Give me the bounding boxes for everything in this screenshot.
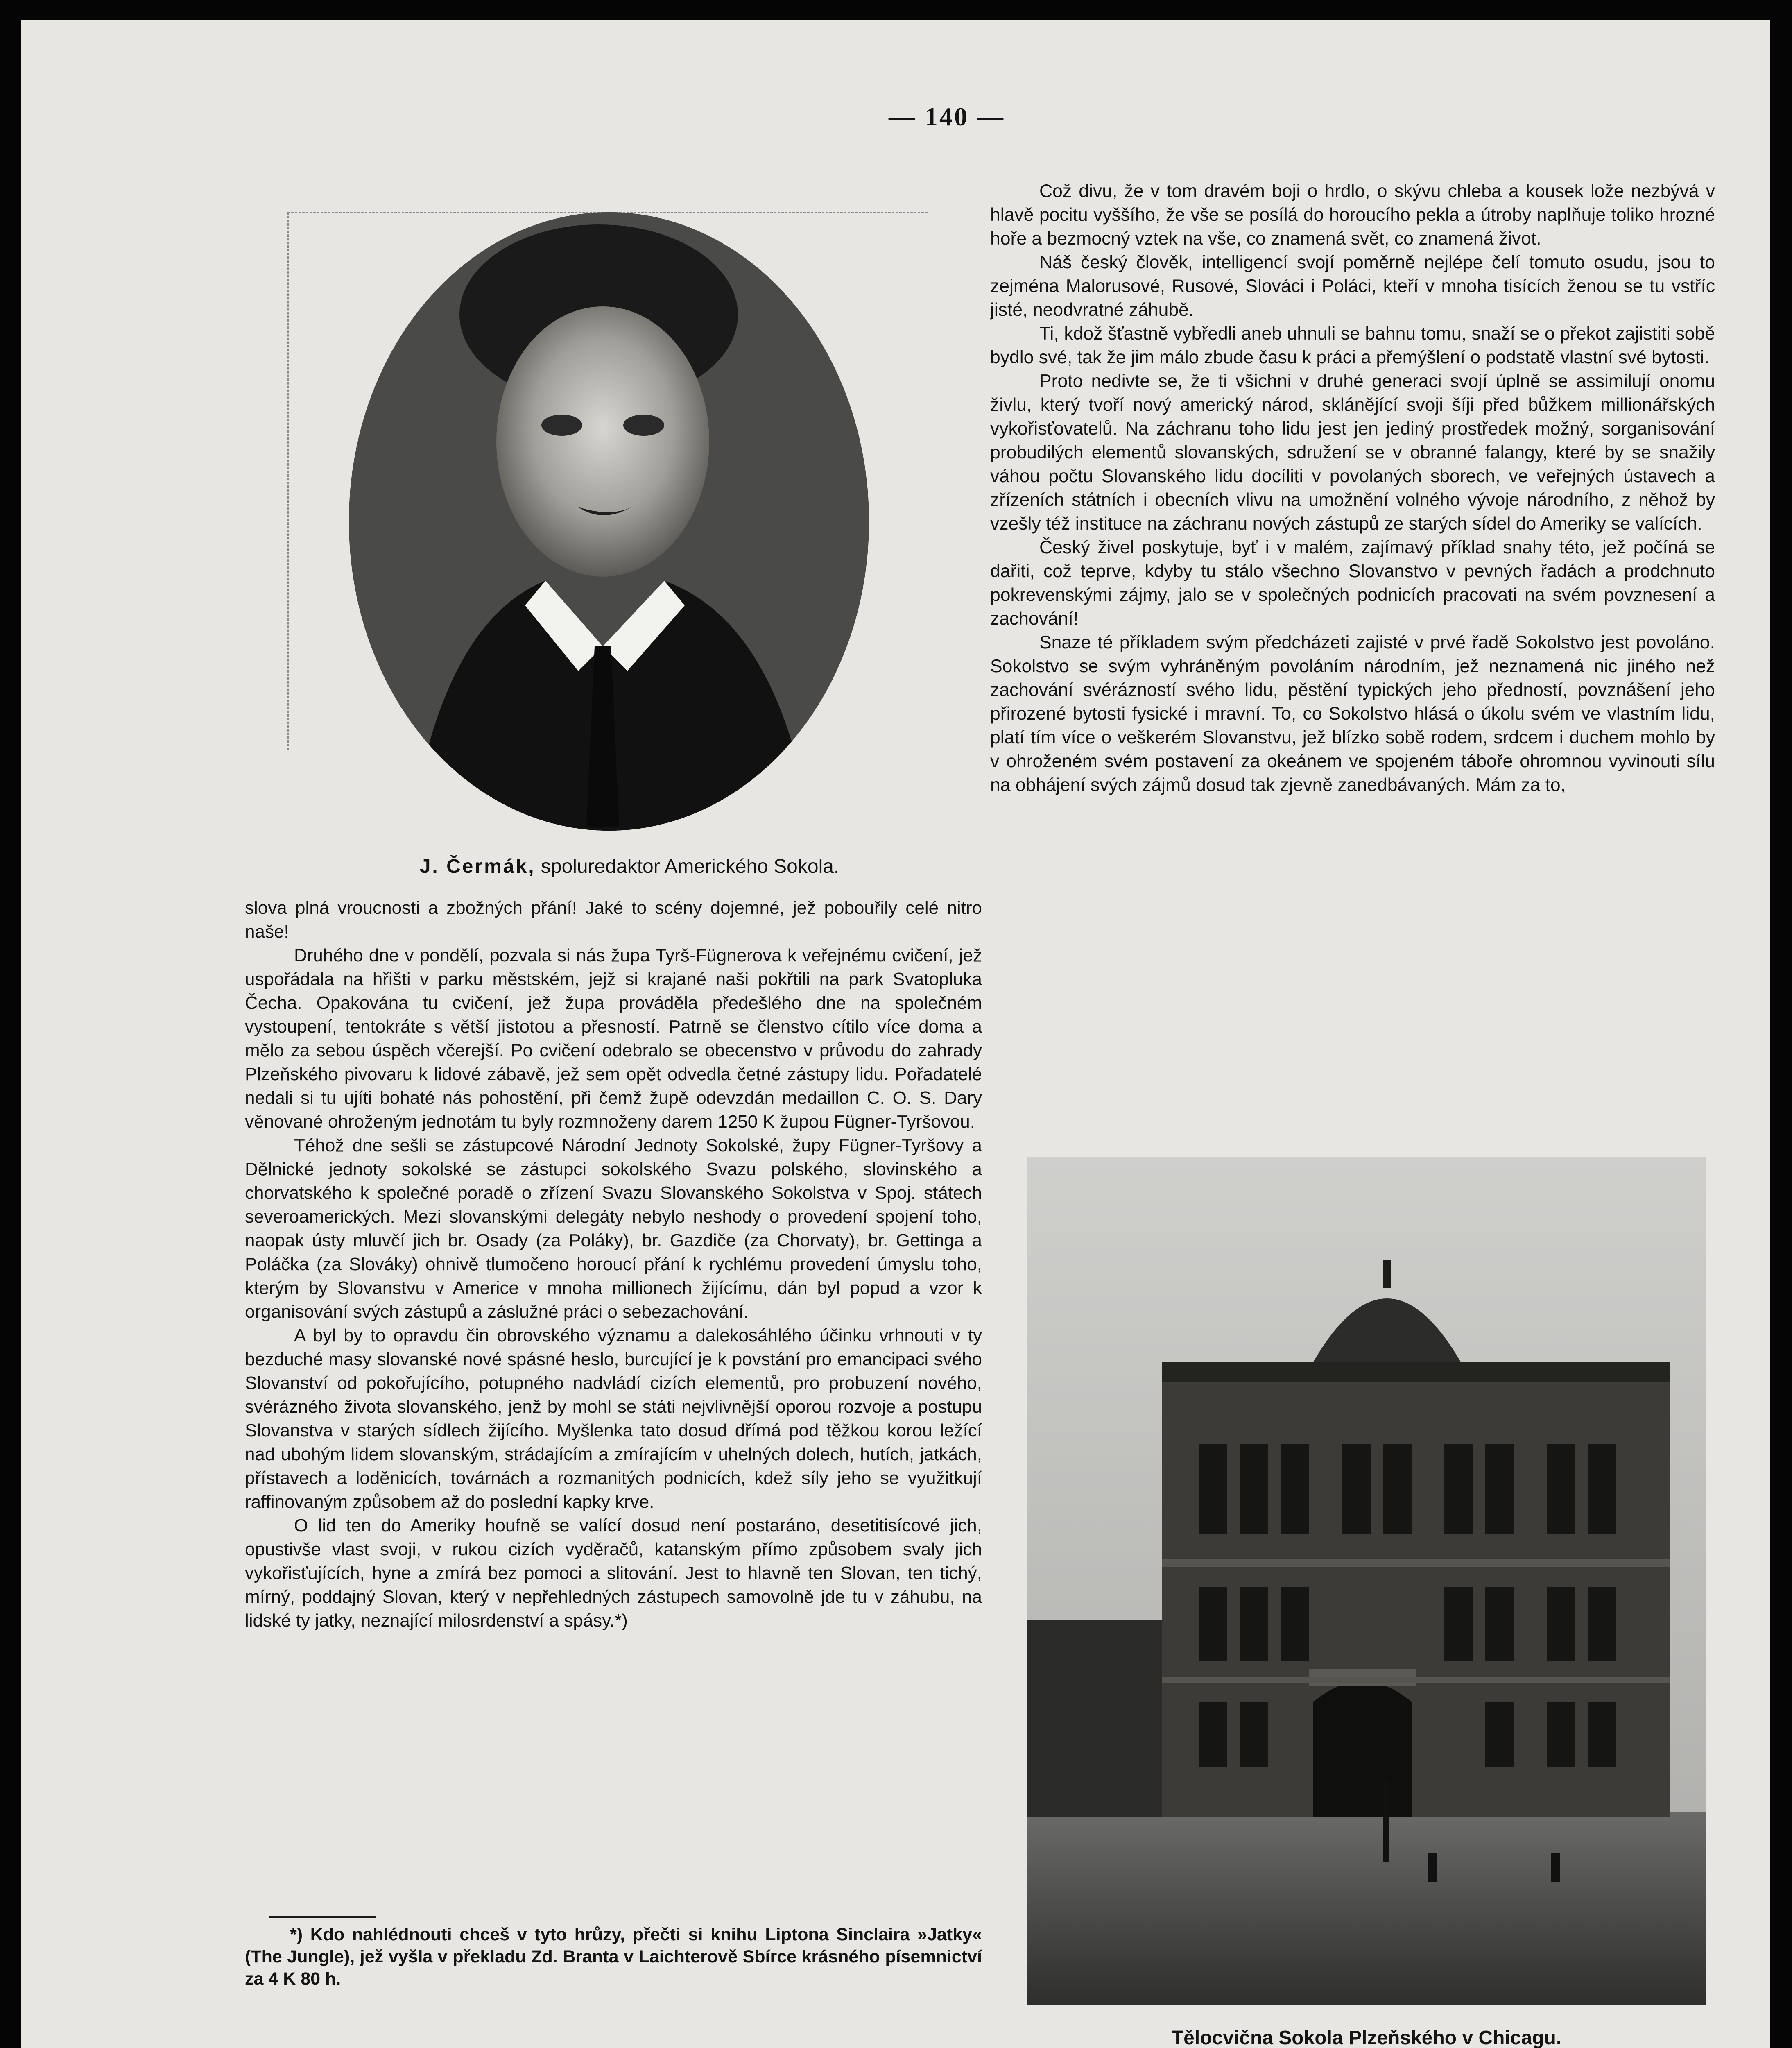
portrait-illustration — [349, 212, 869, 831]
left-column — [245, 896, 982, 1633]
right-column — [990, 179, 1715, 797]
footnote — [245, 1916, 982, 1990]
right-paragraph: Český živel poskytuje, byť i v malém, zajímavý příklad snahy této, jež počíná se dařiti, což teprve, kdyby tu stálo všechno Slovanstvo v pevných řadách a prodchnuto pokrevenskými zájmy, jalo se v společných podnicích pracovati na svém povznesení a zachování! — [990, 537, 1715, 629]
left-paragraph: slova plná vroucnosti a zbožných přání! Jaké to scény dojemné, jež pobouřily celé nitro naše! — [245, 898, 982, 942]
right-paragraph: Ti, kdož šťastně vybředli aneb uhnuli se bahnu tomu, snaží se o překot zajistiti sobě bydlo své, tak že jim málo zbude času k práci a přemýšlení o podstatě vlastní své bytosti. — [990, 324, 1715, 367]
footnote-text: *) Kdo nahlédnouti chceš v tyto hrůzy, přečti si knihu Liptona Sinclaira »Jatky« (The Jungle), jež vyšla v překladu Zd. Branta v Laichterově Sbírce krásného písemnictví za 4 K 80 h. — [245, 1925, 982, 1989]
right-paragraph: Proto nedivte se, že ti všichni v druhé generaci svojí úplně se assimilují onomu živlu, který tvoří nový americký národ, sklánějící svoji šíji před bůžkem millionářských vykořisťovatelů. Na záchranu toho lidu jest jen jediný prostředek možný, sorganisování probudilých elementů slovanských, sdružení se v obranné falangy, které by se snažily váhou počtu Slovanského lidu docíliti v povolaných sborech, ve veřejných ústavech a zřízeních státních i obecních vlivu na umožnění volného vývoje národního, z něhož by vzešly též instituce na záchranu nových zástupů ze starých sídel do Ameriky se valících. — [990, 371, 1715, 534]
building-illustration — [1027, 1157, 1706, 2005]
page-number: — 140 — — [889, 102, 1005, 131]
portrait-caption-name: J. Čermák, — [419, 856, 536, 877]
right-paragraph: Což divu, že v tom dravém boji o hrdlo, o skývu chleba a kousek lože nezbývá v hlavě pocitu vyššího, že vše se posílá do horoucího pekla a útroby naplňuje toliko hrozné hoře a bezmocný vztek na vše, co znamená svět, co znamená život. — [990, 181, 1715, 249]
building-photo — [1027, 1157, 1706, 2005]
right-paragraph: Náš český člověk, intelligencí svojí poměrně nejlépe čelí tomuto osudu, jsou to zejména Malorusové, Rusové, Slováci i Poláci, kteří v mnoha tisících ženou se tu vstříc jisté, neodvratné záhubě. — [990, 252, 1715, 320]
portrait-caption — [333, 855, 926, 878]
right-paragraph: Snaze té příkladem svým předcházeti zajisté v prvé řadě Sokolstvo jest povoláno. Sokolstvo se svým vyhráněným povoláním národním, jež neznamená nic jiného než zachování svérázností svého lidu, pěstění typických jeho předností, povznášení jeho přirozené bytosti fysické i mravní. To, co Sokolstvo hlásá o úkolu svém ve vlastním lidu, platí tím více o veškerém Slovanstvu, jež blízko sobě rodem, srdcem i duchem mohlo by v ohroženém svém postavení za okeánem ve spojeném táboře ohromnou vyvinouti sílu na obhájení svých zájmů dosud tak zjevně zanedbávaných. Mám za to, — [990, 632, 1715, 795]
left-paragraph: O lid ten do Ameriky houfně se valící dosud není postaráno, desetitisícové jich, opustivše vlast svoji, v rukou cizích vyděračů, katanským přímo způsobem svaly jich vykořisťujících, hyne a zmírá bez pomoci a slitování. Jest to hlavně ten Slovan, ten tichý, mírný, poddajný Slovan, který v nepřehledných zástupech samovolně jde tu v záhubu, na lidské ty jatky, neznající milosrdenství a spásy.*) — [245, 1516, 982, 1631]
portrait-caption-role: spoluredaktor Amerického Sokola. — [541, 856, 839, 877]
portrait-photo — [349, 212, 869, 831]
building-caption: Tělocvična Sokola Plzeňského v Chicagu. — [1171, 2027, 1562, 2048]
page — [21, 20, 1770, 2048]
left-paragraph: Druhého dne v pondělí, pozvala si nás župa Tyrš-Fügnerova k veřejnému cvičení, jež uspořádala na hřišti v parku městském, jejž si krajané naši pokřtili na park Svatopluka Čecha. Opakována tu cvičení, jež župa prováděla předešlého dne na společném vystoupení, tentokráte s větší jistotou a přesností. Patrně se členstvo cítilo více doma a mělo za sebou úspěch včerejší. Po cvičení odebralo se obecenstvo v průvodu do zahrady Plzeňského pivovaru k lidové zábavě, jež sem opět odvedla četné zástupy lidu. Pořadatelé nedali si tu ujíti bohaté nás pohostění, při čemž župě odevzdán medaillon C. O. S. Dary věnované ohroženým jednotám tu byly rozmnoženy darem 1250 K župou Fügner-Tyršovou. — [245, 945, 982, 1132]
footnote-rule — [269, 1916, 376, 1918]
left-paragraph: A byl by to opravdu čin obrovského významu a dalekosáhlého účinku vrhnouti v ty bezduché masy slovanské nové spásné heslo, burcující je k povstání pro emancipaci svého Slovanství od pokořujícího, potupného nadvládí cizích elementů, pro probuzení nového, svérázného života slovanského, jenž by mohl se státi nejvlivnější oporou rozvoje a postupu Slovanstva v starých sídlech žijícího. Myšlenka tato dosud dřímá pod těžkou korou ležící nad ubohým lidem slovanským, strádajícím a zmírajícím v uhelných dolech, hutích, jatkách, přístavech a loděnicích, továrnách a rozmanitých podnicích, kdež síly jeho se využitkují raffinovaným způsobem až do poslední kapky krve. — [245, 1325, 982, 1512]
left-paragraph: Téhož dne sešli se zástupcové Národní Jednoty Sokolské, župy Fügner-Tyršovy a Dělnické jednoty sokolské se zástupci sokolského Svazu polského, slovinského a chorvatského k společné poradě o zřízení Svazu Slovanského Sokolstva v Spoj. státech severoamerických. Mezi slovanskými delegáty nebylo neshody o provedení spojení toho, naopak ústy mluvčí jich br. Osady (za Poláky), br. Gazdiče (za Chorvaty), br. Gettinga a Poláčka (za Slováky) ohnivě tlumočeno horoucí přání k rychlému provedení úmyslu toho, kterým by Slovanstvu v Americe v mnoha millionech žijícímu, dán byl popud a vzor k organisování svých zástupů a záslužné práci o sebezachování. — [245, 1135, 982, 1322]
